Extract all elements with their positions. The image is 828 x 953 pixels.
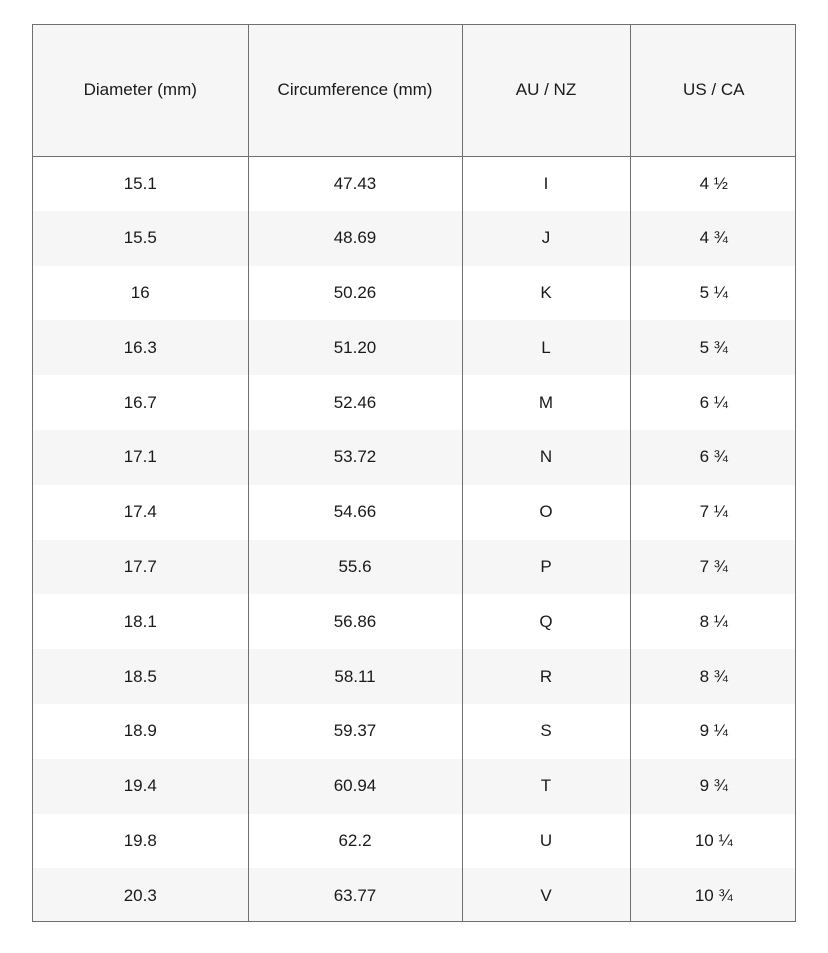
cell-circumference: 60.94 — [248, 759, 462, 814]
cell-au-nz: R — [462, 649, 630, 704]
table-row — [33, 320, 796, 375]
cell-au-nz: O — [462, 485, 630, 540]
cell-diameter: 16.7 — [33, 375, 248, 430]
cell-us-ca: 7 ¼ — [699, 502, 728, 522]
cell-au-nz: P — [462, 540, 630, 595]
table-row — [33, 430, 796, 485]
cell-us-ca: 8 ¼ — [699, 611, 728, 631]
cell-diameter: 17.7 — [33, 540, 248, 595]
cell-us-ca: 9 ¾ — [699, 776, 728, 796]
cell-au-nz: M — [462, 375, 630, 430]
cell-diameter: 18.9 — [33, 704, 248, 759]
cell-circumference: 47.43 — [248, 156, 462, 211]
cell-circumference: 56.86 — [248, 594, 462, 649]
cell-circumference: 58.11 — [248, 649, 462, 704]
ring-size-table-container — [32, 24, 796, 922]
table-row — [33, 485, 796, 540]
cell-us-ca: 5 ¾ — [699, 337, 728, 357]
cell-circumference: 54.66 — [248, 485, 462, 540]
cell-circumference: 53.72 — [248, 430, 462, 485]
cell-us-ca: 6 ¾ — [699, 447, 728, 467]
table-row — [33, 540, 796, 595]
cell-au-nz: I — [462, 156, 630, 211]
cell-au-nz: L — [462, 320, 630, 375]
table-body — [33, 156, 796, 922]
cell-diameter: 19.4 — [33, 759, 248, 814]
cell-diameter: 19.8 — [33, 814, 248, 869]
cell-au-nz: K — [462, 266, 630, 321]
cell-circumference: 59.37 — [248, 704, 462, 759]
table-row — [33, 704, 796, 759]
header-diameter: Diameter (mm) — [33, 25, 248, 156]
table-header — [33, 25, 796, 156]
cell-diameter: 20.3 — [33, 868, 248, 922]
table-row — [33, 649, 796, 704]
table-row — [33, 211, 796, 266]
cell-circumference: 51.20 — [248, 320, 462, 375]
cell-circumference: 63.77 — [248, 868, 462, 922]
cell-diameter: 15.5 — [33, 211, 248, 266]
cell-au-nz: J — [462, 211, 630, 266]
table-row — [33, 868, 796, 922]
cell-diameter: 17.4 — [33, 485, 248, 540]
cell-us-ca: 7 ¾ — [699, 556, 728, 576]
cell-us-ca: 8 ¾ — [699, 666, 728, 686]
cell-diameter: 15.1 — [33, 156, 248, 211]
header-au-nz: AU / NZ — [462, 25, 630, 156]
cell-circumference: 52.46 — [248, 375, 462, 430]
header-circumference: Circumference (mm) — [248, 25, 462, 156]
cell-us-ca: 4 ¾ — [699, 228, 728, 248]
cell-au-nz: S — [462, 704, 630, 759]
table-row — [33, 759, 796, 814]
cell-diameter: 17.1 — [33, 430, 248, 485]
cell-diameter: 16 — [33, 266, 248, 321]
ring-size-table — [33, 25, 796, 922]
table-row — [33, 814, 796, 869]
table-row — [33, 594, 796, 649]
cell-circumference: 62.2 — [248, 814, 462, 869]
cell-us-ca: 5 ¼ — [699, 282, 728, 302]
header-us-ca: US / CA — [630, 25, 796, 156]
cell-au-nz: T — [462, 759, 630, 814]
cell-circumference: 48.69 — [248, 211, 462, 266]
cell-us-ca: 6 ¼ — [699, 392, 728, 412]
cell-diameter: 18.5 — [33, 649, 248, 704]
cell-au-nz: Q — [462, 594, 630, 649]
cell-au-nz: U — [462, 814, 630, 869]
header-row — [33, 25, 796, 156]
cell-us-ca: 10 ¾ — [694, 885, 733, 905]
cell-diameter: 18.1 — [33, 594, 248, 649]
table-row — [33, 375, 796, 430]
table-row — [33, 266, 796, 321]
cell-us-ca: 9 ¼ — [699, 721, 728, 741]
cell-au-nz: V — [462, 868, 630, 922]
cell-us-ca: 10 ¼ — [694, 830, 733, 850]
table-row — [33, 156, 796, 211]
cell-us-ca: 4 ½ — [699, 173, 728, 193]
cell-diameter: 16.3 — [33, 320, 248, 375]
cell-circumference: 55.6 — [248, 540, 462, 595]
cell-au-nz: N — [462, 430, 630, 485]
cell-circumference: 50.26 — [248, 266, 462, 321]
